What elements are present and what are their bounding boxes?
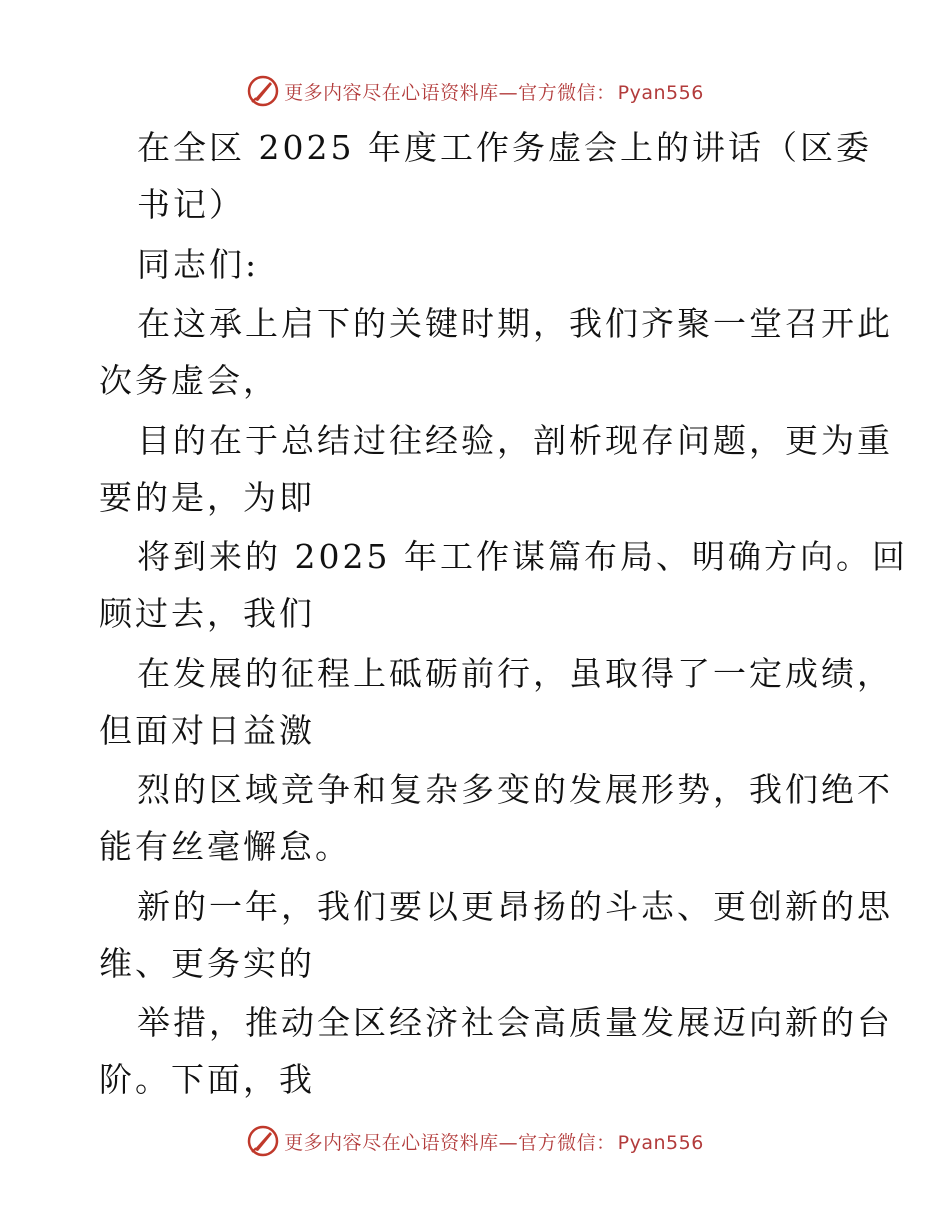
quill-logo-icon xyxy=(246,74,280,108)
paragraph-line: 阶。下面，我 xyxy=(99,1060,315,1099)
paragraph-line: 将到来的 2025 年工作谋篇布局、明确方向。回 xyxy=(137,537,908,576)
paragraph-line: 在发展的征程上砥砺前行，虽取得了一定成绩， xyxy=(137,654,893,693)
quill-logo-icon xyxy=(246,1124,280,1158)
salutation: 同志们: xyxy=(137,245,260,284)
paragraph-line: 在这承上启下的关键时期，我们齐聚一堂召开此 xyxy=(137,304,893,343)
watermark-text: 更多内容尽在心语资料库—官方微信： Pyan556 xyxy=(284,81,704,104)
paragraph-line: 举措，推动全区经济社会高质量发展迈向新的台 xyxy=(137,1003,893,1042)
paragraph-line: 新的一年，我们要以更昂扬的斗志、更创新的思 xyxy=(137,887,893,926)
paragraph-line: 维、更务实的 xyxy=(99,944,315,983)
header-watermark xyxy=(0,71,950,111)
paragraph-line: 烈的区域竞争和复杂多变的发展形势，我们绝不 xyxy=(137,770,893,809)
paragraph-line: 目的在于总结过往经验，剖析现存问题，更为重 xyxy=(137,421,893,460)
footer-watermark xyxy=(0,1121,950,1161)
watermark-text: 更多内容尽在心语资料库—官方微信： Pyan556 xyxy=(284,1131,704,1154)
paragraph-line: 但面对日益激 xyxy=(99,711,315,750)
paragraph-line: 顾过去，我们 xyxy=(99,594,315,633)
document-title-line-1: 在全区 2025 年度工作务虚会上的讲话（区委 xyxy=(137,128,872,167)
paragraph-line: 次务虚会， xyxy=(99,361,279,400)
paragraph-line: 能有丝毫懈怠。 xyxy=(99,827,351,866)
paragraph-line: 要的是，为即 xyxy=(99,478,315,517)
document-title-line-2: 书记） xyxy=(137,185,245,224)
